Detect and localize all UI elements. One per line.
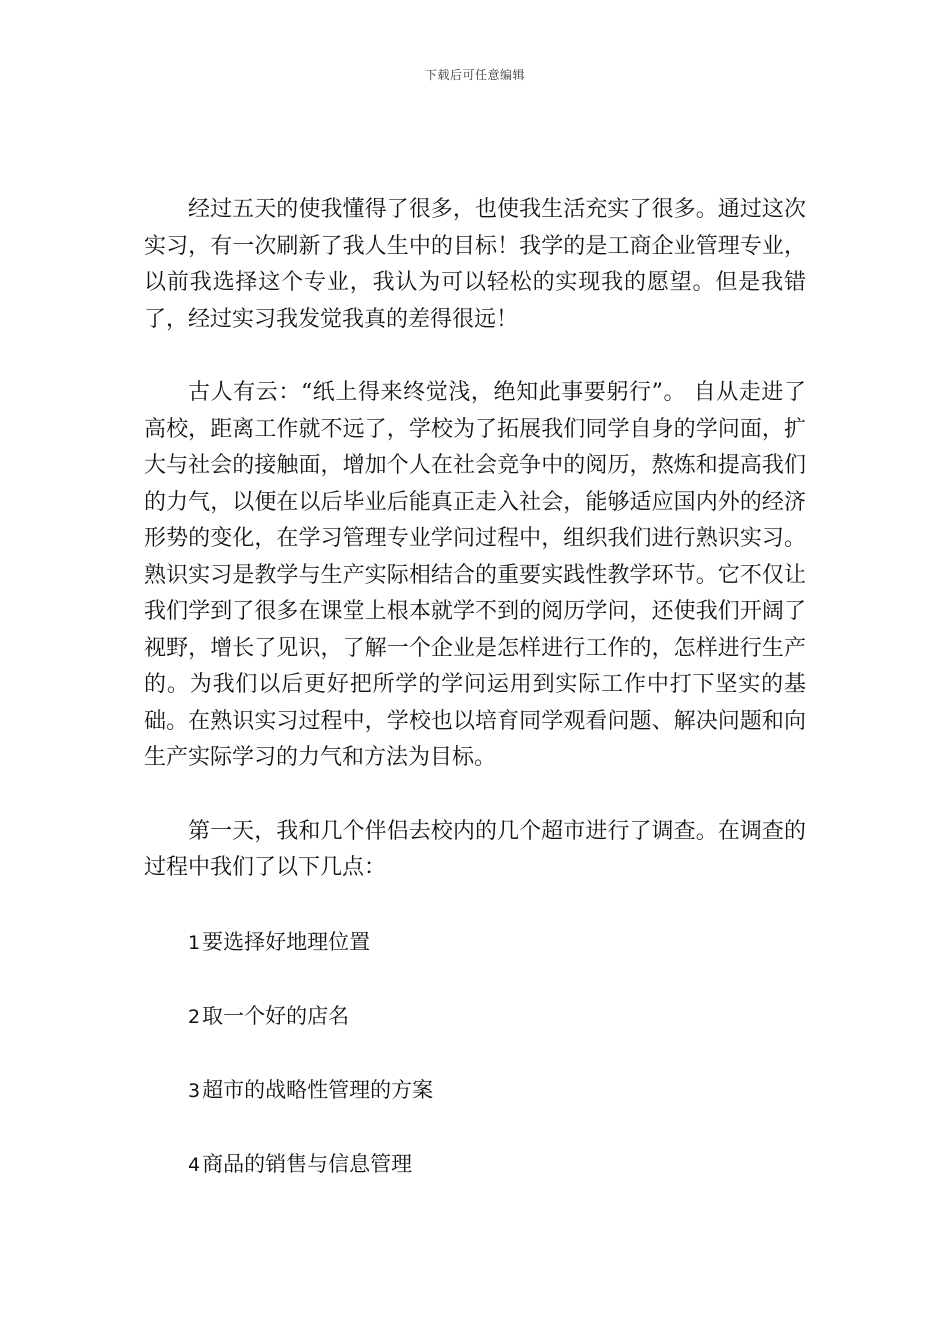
list-item <box>144 924 806 962</box>
list-item-text: 商品的销售与信息管理 <box>202 1151 413 1176</box>
point-list <box>144 924 806 1184</box>
list-item <box>144 998 806 1036</box>
page-header: 下载后可任意编辑 <box>424 68 525 82</box>
document-body <box>144 192 806 1220</box>
paragraph-2: 古人有云：“纸上得来终觉浅，绝知此事要躬行”。 自从走进了高校，距离工作就不远了，学校为了拓展我们同学自身的学问面，扩大与社会的接触面，增加个人在社会竞争中的阅历，熬炼和提高我们的力气，以便在以后毕业后能真正走入社会，能够适应国内外的经济形势的变化，在学习管理专业学问过程中，组织我们进行熟识实习。熟识实习是教学与生产实际相结合的重要实践性教学环节。它不仅让我们学到了很多在课堂上根本就学不到的阅历学问，还使我们开阔了视野，增长了见识，了解一个企业是怎样进行工作的，怎样进行生产的。为我们以后更好把所学的学问运用到实际工作中打下坚实的基础。在熟识实习过程中，学校也以培育同学观看问题、解决问题和向生产实际学习的力气和方法为目标。 <box>144 380 806 770</box>
list-item-number: 1 <box>188 931 201 954</box>
list-item <box>144 1072 806 1110</box>
list-item-number: 4 <box>188 1153 201 1176</box>
list-item-text: 超市的战略性管理的方案 <box>202 1077 434 1102</box>
list-item <box>144 1146 806 1184</box>
paragraph-1: 经过五天的使我懂得了很多，也使我生活充实了很多。通过这次实习，有一次刷新了我人生中的目标！我学的是工商企业管理专业，以前我选择这个专业，我认为可以轻松的实现我的愿望。但是我错了，经过实习我发觉我真的差得很远！ <box>144 197 806 332</box>
list-item-number: 3 <box>188 1079 201 1102</box>
paragraph-3: 第一天，我和几个伴侣去校内的几个超市进行了调查。在调查的过程中我们了以下几点： <box>144 818 806 880</box>
list-item-text: 要选择好地理位置 <box>202 929 371 954</box>
list-item-text: 取一个好的店名 <box>202 1003 350 1028</box>
list-item-number: 2 <box>188 1005 201 1028</box>
